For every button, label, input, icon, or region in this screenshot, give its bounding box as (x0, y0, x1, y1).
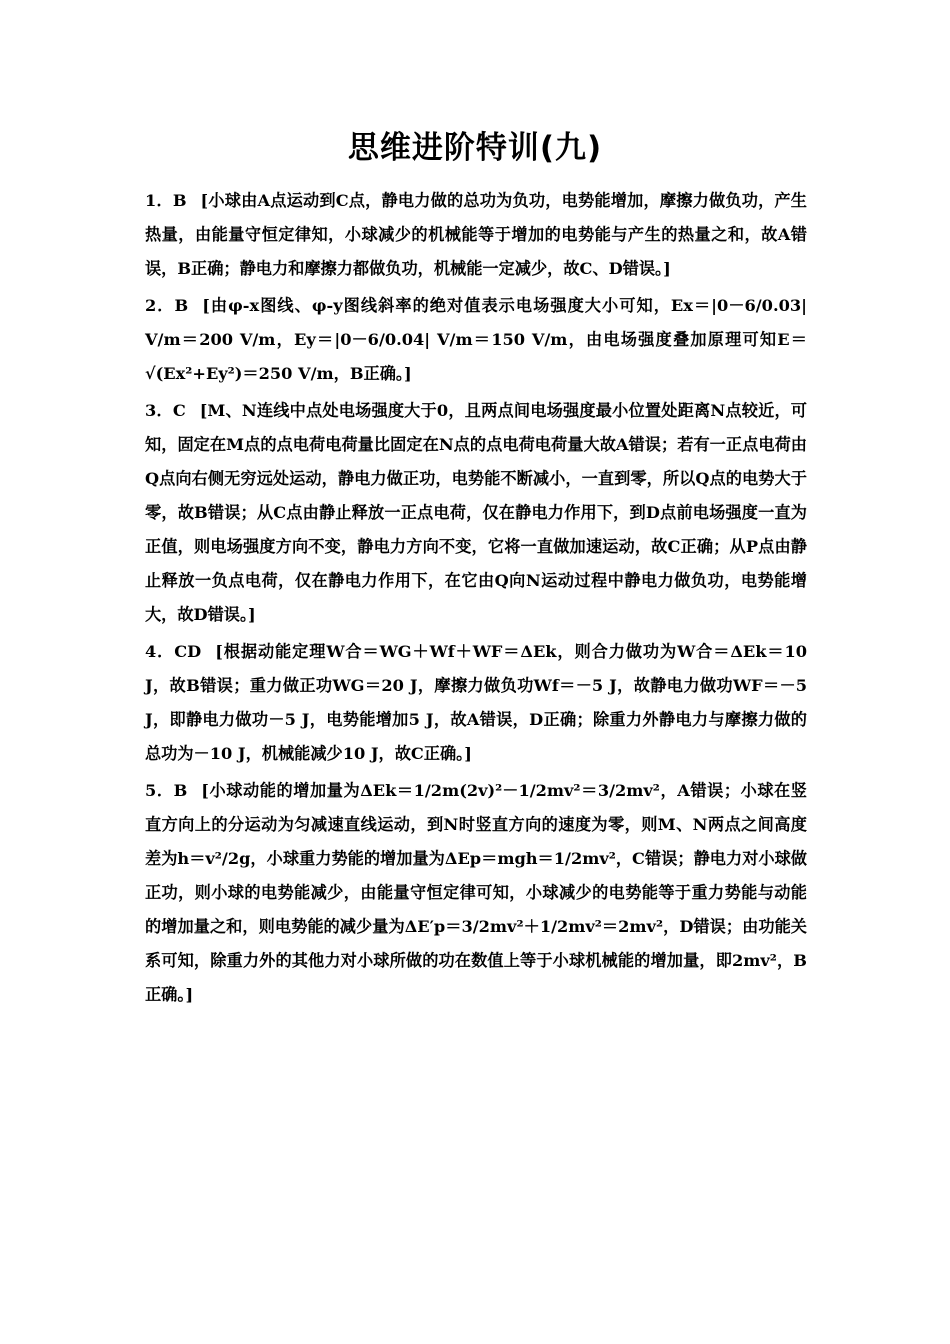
answer-number: 4．CD (145, 642, 202, 661)
answer-5-text (145, 781, 807, 1004)
answer-number: 1．B (145, 191, 187, 210)
answer-3-text (145, 401, 807, 624)
answer-body: [小球动能的增加量为ΔEk＝1/2m(2v)²－1/2mv²＝3/2mv²，A错误；小球在竖直方向上的分运动为匀减速直线运动，到N时竖直方向的速度为零，则M、N两点之间高度差为h＝v²/2g，小球重力势能的增加量为ΔEp＝mgh＝1/2mv²，C错误；静电力对小球做正功，则小球的电势能减少，由能量守恒定律可知，小球减少的电势能等于重力势能与动能的增加量之和，则电势能的减少量为ΔE′p＝3/2mv²＋1/2mv²＝2mv²，D错误；由功能关系可知，除重力外的其他力对小球所做的功在数值上等于小球机械能的增加量，即2mv²，B正确。] (145, 781, 807, 1004)
answer-item-2 (145, 289, 807, 391)
answer-number: 3．C (145, 401, 186, 420)
answer-body: [根据动能定理W合＝WG＋Wf＋WF＝ΔEk，则合力做功为W合＝ΔEk＝10 J，故B错误；重力做正功WG＝20 J，摩擦力做负功Wf＝－5 J，故静电力做功WF＝－5 J，即静电力做功－5 J，电势能增加5 J，故A错误，D正确；除重力外静电力与摩擦力做的总功为－10 J，机械能减少10 J，故C正确。] (145, 642, 807, 763)
answer-item-1 (145, 184, 807, 286)
page-title: 思维进阶特训(九) (347, 130, 603, 166)
answer-number: 5．B (145, 781, 188, 800)
answer-item-5 (145, 774, 807, 1012)
answer-1-text (145, 191, 807, 278)
answer-number: 2．B (145, 296, 189, 315)
answer-4-text (145, 642, 807, 763)
answer-body: [小球由A点运动到C点，静电力做的总功为负功，电势能增加，摩擦力做负功，产生热量，由能量守恒定律知，小球减少的机械能等于增加的电势能与产生的热量之和，故A错误，B正确；静电力和摩擦力都做负功，机械能一定减少，故C、D错误。] (145, 191, 807, 278)
answer-2-text (145, 296, 807, 383)
answer-body: [M、N连线中点处电场强度大于0，且两点间电场强度最小位置处距离N点较近，可知，固定在M点的点电荷电荷量比固定在N点的点电荷电荷量大故A错误；若有一正点电荷由Q点向右侧无穷远处运动，静电力做正功，电势能不断减小，一直到零，所以Q点的电势大于零，故B错误；从C点由静止释放一正点电荷，仅在静电力作用下，到D点前电场强度一直为正值，则电场强度方向不变，静电力方向不变，它将一直做加速运动，故C正确；从P点由静止释放一负点电荷，仅在静电力作用下，在它由Q向N运动过程中静电力做负功，电势能增大，故D错误。] (145, 401, 807, 624)
answer-list (145, 184, 807, 1015)
answer-item-4 (145, 635, 807, 771)
answer-item-3 (145, 394, 807, 632)
answer-body: [由φ-x图线、φ-y图线斜率的绝对值表示电场强度大小可知，Ex＝|0－6/0.03| V/m＝200 V/m，Ey＝|0－6/0.04| V/m＝150 V/m，由电场强度叠加原理可知E＝√(Ex²+Ey²)＝250 V/m，B正确。] (145, 296, 808, 383)
